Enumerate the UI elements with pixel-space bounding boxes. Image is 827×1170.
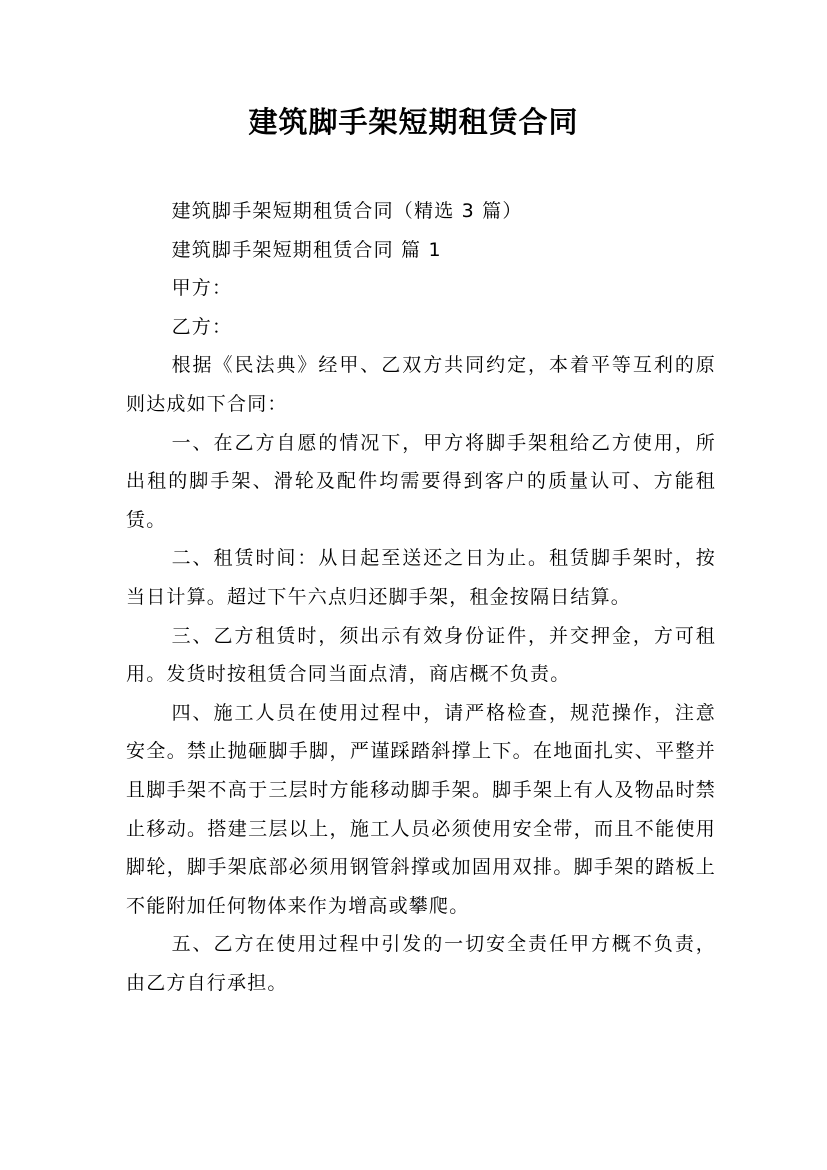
paragraph-party-a: 甲方： (171, 277, 233, 300)
paragraph-party-b: 乙方： (171, 315, 233, 338)
paragraph-subtitle: 建筑脚手架短期租赁合同（精选 3 篇） (171, 200, 523, 222)
paragraph-clause-5: 五、乙方在使用过程中引发的一切安全责任甲方概不负责，由乙方自行承担。 (126, 933, 716, 994)
paragraph-clause-3: 三、乙方租赁时，须出示有效身份证件，并交押金，方可租用。发货时按租赁合同当面点清，商店概不负责。 (126, 624, 716, 686)
paragraph-clause-4: 四、施工人员在使用过程中，请严格检查，规范操作，注意安全。禁止抛砸脚手脚，严谨踩踏斜撑上下。在地面扎实、平整并且脚手架不高于三层时方能移动脚手架。脚手架上有人及物品时禁止移动。搭建三层以上，施工人员必须使用安全带，而且不能使用脚轮，脚手架底部必须用钢管斜撑或加固用双排。脚手架的踏板上不能附加任何物体来作为增高或攀爬。 (126, 701, 716, 917)
paragraph-clause-1: 一、在乙方自愿的情况下，甲方将脚手架租给乙方使用，所出租的脚手架、滑轮及配件均需要得到客户的质量认可、方能租赁。 (126, 431, 716, 531)
document-title: 建筑脚手架短期租赁合同 (248, 105, 579, 139)
document-body (126, 192, 716, 1002)
paragraph-section-heading: 建筑脚手架短期租赁合同 篇 1 (171, 238, 442, 261)
paragraph-clause-2: 二、租赁时间：从日起至送还之日为止。租赁脚手架时，按当日计算。超过下午六点归还脚手架，租金按隔日结算。 (126, 547, 716, 608)
paragraph-preamble: 根据《民法典》经甲、乙双方共同约定，本着平等互利的原则达成如下合同： (126, 354, 716, 415)
